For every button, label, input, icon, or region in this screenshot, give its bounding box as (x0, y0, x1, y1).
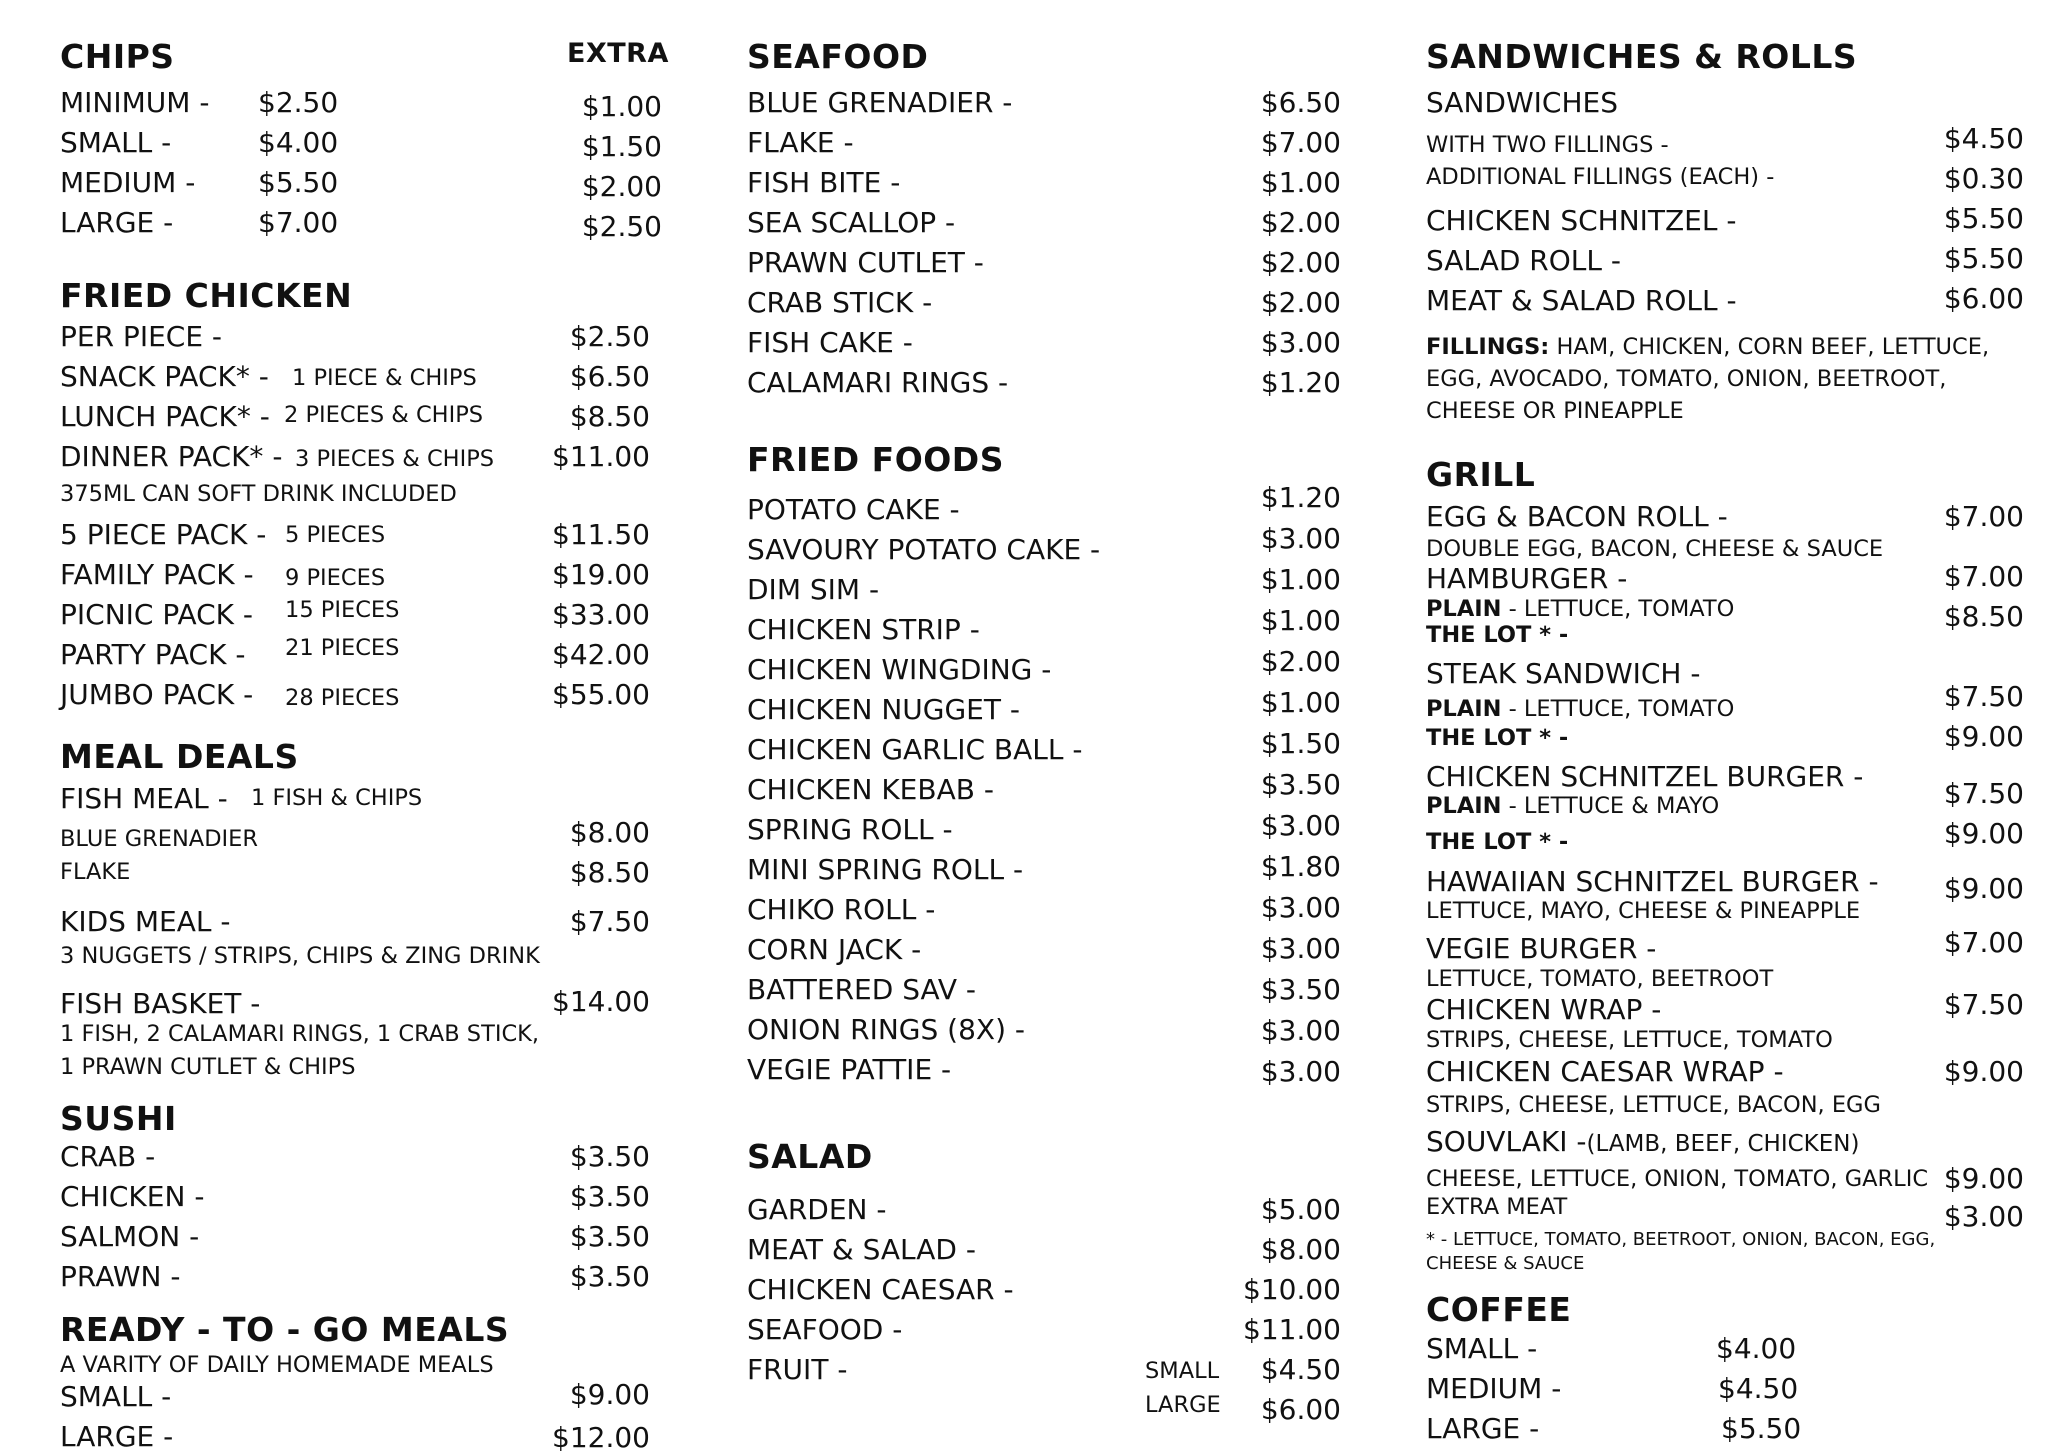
fried-foods-item-name: CHICKEN GARLIC BALL - (747, 733, 1083, 766)
ready-meals-item-name: LARGE - (60, 1420, 174, 1453)
salad-item-name: CHICKEN CAESAR - (747, 1273, 1014, 1306)
seafood-item-name: CALAMARI RINGS - (747, 366, 1009, 399)
salad-item-name: SEAFOOD - (747, 1313, 903, 1346)
fish-basket-detail: 1 FISH, 2 CALAMARI RINGS, 1 CRAB STICK, (60, 1021, 540, 1047)
coffee-item-name: SMALL - (1426, 1332, 1538, 1365)
fried-chicken-item-name: DINNER PACK* - (60, 440, 283, 473)
sushi-item-name: CRAB - (60, 1140, 156, 1173)
steak-plain-line (1426, 696, 1734, 722)
seafood-item-price: $2.00 (1260, 246, 1341, 279)
fillings-text: EGG, AVOCADO, TOMATO, ONION, BEETROOT, (1426, 366, 1947, 392)
fried-foods-item-name: SAVOURY POTATO CAKE - (747, 533, 1101, 566)
steak-plain-price: $7.50 (1943, 680, 2024, 713)
plain-detail: - LETTUCE, TOMATO (1508, 596, 1735, 622)
sushi-item-price: $3.50 (569, 1140, 650, 1173)
schnitzel-plain-line (1426, 793, 1719, 819)
fried-foods-item-name: ONION RINGS (8X) - (747, 1013, 1026, 1046)
chips-item-price: $4.00 (258, 126, 339, 159)
fried-foods-item-name: CHICKEN STRIP - (747, 613, 980, 646)
chips-item-extra: $1.00 (581, 90, 662, 123)
two-fillings-price: $4.50 (1943, 122, 2024, 155)
section-title-sushi: SUSHI (60, 1099, 177, 1138)
salad-item-name: FRUIT - (747, 1353, 848, 1386)
chips-item-extra: $1.50 (581, 130, 662, 163)
fried-chicken-item-name: PICNIC PACK - (60, 598, 254, 631)
coffee-item-name: LARGE - (1426, 1412, 1540, 1445)
section-title-fried-chicken: FRIED CHICKEN (60, 276, 353, 315)
fried-chicken-item-price: $42.00 (552, 638, 650, 671)
fried-chicken-item-price: $11.00 (552, 440, 650, 473)
fried-chicken-item-price: $55.00 (552, 678, 650, 711)
hamburger-name: HAMBURGER - (1426, 562, 1628, 595)
schnitzel-plain-price: $7.50 (1943, 777, 2024, 810)
hawaiian-burger-price: $9.00 (1943, 872, 2024, 905)
egg-bacon-roll-price: $7.00 (1943, 500, 2024, 533)
salad-item-price: $11.00 (1243, 1313, 1341, 1346)
fried-foods-item-price: $3.00 (1260, 932, 1341, 965)
salad-item-price: $4.50 (1260, 1353, 1341, 1386)
souvlaki-meats: (LAMB, BEEF, CHICKEN) (1586, 1131, 1860, 1157)
flake-price: $8.50 (569, 856, 650, 889)
chips-item-price: $2.50 (258, 86, 339, 119)
fruit-size-large: LARGE (1145, 1392, 1221, 1418)
seafood-item-price: $2.00 (1260, 206, 1341, 239)
sandwiches-subtitle: SANDWICHES (1426, 86, 1618, 119)
fried-foods-item-name: CHICKEN NUGGET - (747, 693, 1020, 726)
egg-bacon-roll-detail: DOUBLE EGG, BACON, CHEESE & SAUCE (1426, 536, 1884, 562)
seafood-item-name: CRAB STICK - (747, 286, 933, 319)
fried-foods-item-price: $1.00 (1260, 686, 1341, 719)
seafood-item-name: SEA SCALLOP - (747, 206, 956, 239)
steak-lot-price: $9.00 (1943, 720, 2024, 753)
fried-chicken-note: 375ML CAN SOFT DRINK INCLUDED (60, 481, 457, 507)
additional-fillings-price: $0.30 (1943, 162, 2024, 195)
menu-column-left (0, 0, 680, 1454)
fried-foods-item-price: $3.00 (1260, 809, 1341, 842)
fried-chicken-item-detail: 2 PIECES & CHIPS (284, 402, 484, 428)
sushi-item-name: SALMON - (60, 1220, 200, 1253)
chips-item-price: $5.50 (258, 166, 339, 199)
fish-meal-detail: 1 FISH & CHIPS (251, 785, 423, 811)
fried-foods-item-name: DIM SIM - (747, 573, 880, 606)
fried-chicken-item-name: LUNCH PACK* - (60, 400, 270, 433)
section-title-sandwiches: SANDWICHES & ROLLS (1426, 37, 1858, 76)
section-title-ready-meals: READY - TO - GO MEALS (60, 1310, 510, 1349)
salad-item-price: $10.00 (1243, 1273, 1341, 1306)
egg-bacon-roll-name: EGG & BACON ROLL - (1426, 500, 1728, 533)
fried-chicken-item-name: SNACK PACK* - (60, 360, 269, 393)
fried-chicken-item-detail: 21 PIECES (285, 635, 400, 661)
souvlaki-detail: CHEESE, LETTUCE, ONION, TOMATO, GARLIC (1426, 1166, 1929, 1192)
fried-foods-item-name: VEGIE PATTIE - (747, 1053, 952, 1086)
chicken-wrap-price: $7.50 (1943, 988, 2024, 1021)
section-title-grill: GRILL (1426, 455, 1536, 494)
section-title-coffee: COFFEE (1426, 1290, 1572, 1329)
coffee-item-price: $4.00 (1716, 1332, 1797, 1365)
fried-foods-item-price: $2.00 (1260, 645, 1341, 678)
fried-chicken-item-price: $2.50 (569, 320, 650, 353)
fried-chicken-item-name: 5 PIECE PACK - (60, 518, 267, 551)
salad-item-name: GARDEN - (747, 1193, 887, 1226)
kids-meal-name: KIDS MEAL - (60, 905, 231, 938)
seafood-item-name: FISH BITE - (747, 166, 901, 199)
seafood-item-price: $1.00 (1260, 166, 1341, 199)
plain-detail: - LETTUCE, TOMATO (1508, 696, 1735, 722)
fried-foods-item-price: $1.50 (1260, 727, 1341, 760)
fillings-line (1426, 334, 1989, 360)
fried-chicken-item-price: $19.00 (552, 558, 650, 591)
sandwich-item-name: MEAT & SALAD ROLL - (1426, 284, 1737, 317)
fried-foods-item-price: $3.50 (1260, 768, 1341, 801)
section-title-salad: SALAD (747, 1137, 873, 1176)
sandwich-item-price: $5.50 (1943, 242, 2024, 275)
schnitzel-burger-name: CHICKEN SCHNITZEL BURGER - (1426, 760, 1864, 793)
fried-chicken-item-name: PARTY PACK - (60, 638, 246, 671)
plain-label: PLAIN (1426, 696, 1502, 722)
fried-chicken-item-detail: 5 PIECES (285, 522, 386, 548)
fried-foods-item-price: $3.00 (1260, 1055, 1341, 1088)
plain-detail: - LETTUCE & MAYO (1508, 793, 1720, 819)
fillings-text: HAM, CHICKEN, CORN BEEF, LETTUCE, (1556, 334, 1990, 360)
chips-item-extra: $2.00 (581, 170, 662, 203)
ready-meals-item-price: $9.00 (569, 1378, 650, 1411)
fried-foods-item-price: $1.00 (1260, 604, 1341, 637)
chips-item-name: MINIMUM - (60, 86, 210, 119)
fruit-large-price: $6.00 (1260, 1393, 1341, 1426)
menu-column-middle (680, 0, 1360, 1448)
fillings-text: CHEESE OR PINEAPPLE (1426, 398, 1684, 424)
sushi-item-name: PRAWN - (60, 1260, 181, 1293)
sushi-item-price: $3.50 (569, 1260, 650, 1293)
souvlaki-line (1426, 1125, 1859, 1158)
sushi-item-price: $3.50 (569, 1180, 650, 1213)
seafood-item-name: BLUE GRENADIER - (747, 86, 1013, 119)
seafood-item-name: FLAKE - (747, 126, 854, 159)
chicken-wrap-name: CHICKEN WRAP - (1426, 993, 1662, 1026)
fish-meal-name: FISH MEAL - (60, 782, 228, 815)
fish-basket-name: FISH BASKET - (60, 987, 261, 1020)
kids-meal-detail: 3 NUGGETS / STRIPS, CHIPS & ZING DRINK (60, 943, 540, 969)
salad-item-price: $8.00 (1260, 1233, 1341, 1266)
fried-chicken-item-detail: 3 PIECES & CHIPS (295, 446, 495, 472)
fried-foods-item-price: $1.20 (1260, 481, 1341, 514)
chicken-wrap-detail: STRIPS, CHEESE, LETTUCE, TOMATO (1426, 1027, 1833, 1053)
vegie-burger-name: VEGIE BURGER - (1426, 932, 1657, 965)
kids-meal-price: $7.50 (569, 905, 650, 938)
blue-grenadier-price: $8.00 (569, 816, 650, 849)
coffee-item-price: $5.50 (1721, 1412, 1802, 1445)
two-fillings-label: WITH TWO FILLINGS - (1426, 132, 1669, 158)
seafood-item-price: $7.00 (1260, 126, 1341, 159)
fried-chicken-item-detail: 9 PIECES (285, 565, 386, 591)
fried-chicken-item-price: $33.00 (552, 598, 650, 631)
section-title-meal-deals: MEAL DEALS (60, 737, 299, 776)
hamburger-lot-price: $8.50 (1943, 600, 2024, 633)
seafood-item-name: PRAWN CUTLET - (747, 246, 984, 279)
fried-foods-item-name: POTATO CAKE - (747, 493, 960, 526)
fillings-label: FILLINGS: (1426, 334, 1550, 360)
sushi-item-price: $3.50 (569, 1220, 650, 1253)
fried-foods-item-price: $1.80 (1260, 850, 1341, 883)
coffee-item-name: MEDIUM - (1426, 1372, 1562, 1405)
salad-item-name: MEAT & SALAD - (747, 1233, 976, 1266)
caesar-wrap-detail: STRIPS, CHEESE, LETTUCE, BACON, EGG (1426, 1092, 1881, 1118)
fried-foods-item-name: CORN JACK - (747, 933, 922, 966)
hamburger-plain-line (1426, 596, 1734, 622)
hamburger-the-lot: THE LOT * - (1426, 622, 1569, 648)
hawaiian-burger-name: HAWAIIAN SCHNITZEL BURGER - (1426, 865, 1879, 898)
vegie-burger-detail: LETTUCE, TOMATO, BEETROOT (1426, 966, 1774, 992)
sandwich-item-price: $5.50 (1943, 202, 2024, 235)
menu-column-right (1360, 0, 2048, 1448)
ready-meals-item-price: $12.00 (552, 1421, 650, 1454)
hawaiian-burger-detail: LETTUCE, MAYO, CHEESE & PINEAPPLE (1426, 898, 1861, 924)
the-lot-note: * - LETTUCE, TOMATO, BEETROOT, ONION, BACON, EGG, (1426, 1229, 1936, 1250)
ready-meals-note: A VARITY OF DAILY HOMEMADE MEALS (60, 1352, 494, 1378)
blue-grenadier-option: BLUE GRENADIER (60, 826, 259, 852)
seafood-item-price: $3.00 (1260, 326, 1341, 359)
fish-basket-price: $14.00 (552, 985, 650, 1018)
souvlaki-price: $9.00 (1943, 1162, 2024, 1195)
section-title-chips: CHIPS (60, 37, 175, 76)
extra-meat-label: EXTRA MEAT (1426, 1194, 1568, 1220)
fried-foods-item-name: CHICKEN WINGDING - (747, 653, 1052, 686)
fried-foods-item-name: CHIKO ROLL - (747, 893, 936, 926)
fried-chicken-item-name: FAMILY PACK - (60, 558, 254, 591)
extra-meat-price: $3.00 (1943, 1200, 2024, 1233)
plain-label: PLAIN (1426, 596, 1502, 622)
plain-label: PLAIN (1426, 793, 1502, 819)
ready-meals-item-name: SMALL - (60, 1380, 172, 1413)
souvlaki-name: SOUVLAKI - (1426, 1125, 1587, 1158)
chips-item-name: MEDIUM - (60, 166, 196, 199)
fried-chicken-item-price: $6.50 (569, 360, 650, 393)
fried-foods-item-name: SPRING ROLL - (747, 813, 953, 846)
fried-foods-item-price: $3.00 (1260, 522, 1341, 555)
seafood-item-price: $6.50 (1260, 86, 1341, 119)
caesar-wrap-price: $9.00 (1943, 1055, 2024, 1088)
chips-extra-header: EXTRA (567, 38, 669, 69)
fried-foods-item-name: MINI SPRING ROLL - (747, 853, 1024, 886)
fried-chicken-item-price: $8.50 (569, 400, 650, 433)
fried-foods-item-price: $3.00 (1260, 1014, 1341, 1047)
fried-foods-item-price: $1.00 (1260, 563, 1341, 596)
fried-foods-item-price: $3.50 (1260, 973, 1341, 1006)
fried-chicken-item-price: $11.50 (552, 518, 650, 551)
chips-item-name: SMALL - (60, 126, 172, 159)
sandwich-item-price: $6.00 (1943, 282, 2024, 315)
fried-foods-item-name: BATTERED SAV - (747, 973, 977, 1006)
sandwich-item-name: CHICKEN SCHNITZEL - (1426, 204, 1737, 237)
steak-sandwich-name: STEAK SANDWICH - (1426, 657, 1701, 690)
hamburger-price: $7.00 (1943, 560, 2024, 593)
vegie-burger-price: $7.00 (1943, 926, 2024, 959)
fruit-size-small: SMALL (1145, 1358, 1220, 1384)
schnitzel-the-lot: THE LOT * - (1426, 829, 1569, 855)
section-title-fried-foods: FRIED FOODS (747, 440, 1004, 479)
additional-fillings-label: ADDITIONAL FILLINGS (EACH) - (1426, 164, 1775, 190)
fried-chicken-item-detail: 1 PIECE & CHIPS (292, 365, 477, 391)
fried-foods-item-name: CHICKEN KEBAB - (747, 773, 994, 806)
chips-item-name: LARGE - (60, 206, 174, 239)
chips-item-price: $7.00 (258, 206, 339, 239)
fried-foods-item-price: $3.00 (1260, 891, 1341, 924)
the-lot-note: CHEESE & SAUCE (1426, 1253, 1585, 1274)
section-title-seafood: SEAFOOD (747, 37, 929, 76)
fried-chicken-item-name: PER PIECE - (60, 320, 223, 353)
seafood-item-price: $2.00 (1260, 286, 1341, 319)
flake-option: FLAKE (60, 859, 131, 885)
steak-the-lot: THE LOT * - (1426, 725, 1569, 751)
sandwich-item-name: SALAD ROLL - (1426, 244, 1622, 277)
schnitzel-lot-price: $9.00 (1943, 817, 2024, 850)
seafood-item-name: FISH CAKE - (747, 326, 913, 359)
fried-chicken-item-detail: 28 PIECES (285, 685, 400, 711)
chips-item-extra: $2.50 (581, 210, 662, 243)
fried-chicken-item-name: JUMBO PACK - (60, 678, 254, 711)
fried-chicken-item-detail: 15 PIECES (285, 597, 400, 623)
caesar-wrap-name: CHICKEN CAESAR WRAP - (1426, 1055, 1784, 1088)
salad-item-price: $5.00 (1260, 1193, 1341, 1226)
fish-basket-detail: 1 PRAWN CUTLET & CHIPS (60, 1054, 356, 1080)
sushi-item-name: CHICKEN - (60, 1180, 205, 1213)
seafood-item-price: $1.20 (1260, 366, 1341, 399)
coffee-item-price: $4.50 (1718, 1372, 1799, 1405)
